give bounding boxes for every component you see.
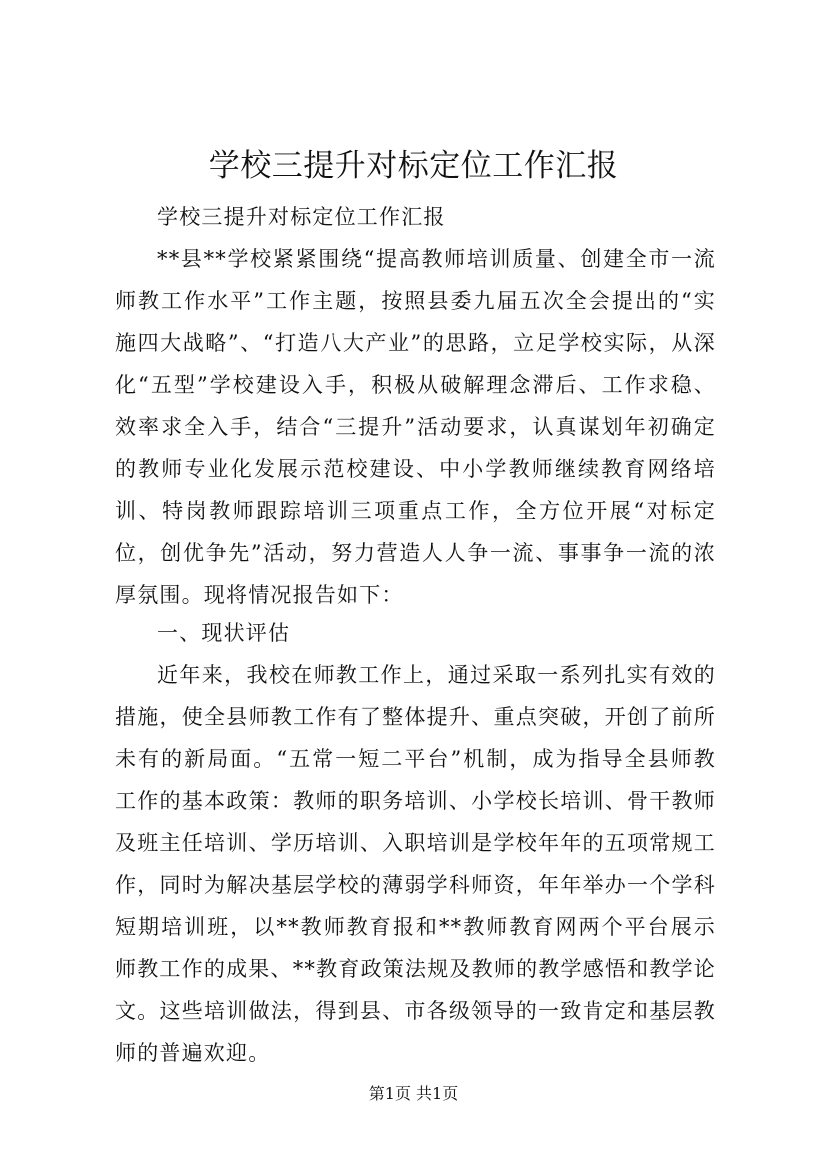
document-subtitle: 学校三提升对标定位工作汇报: [157, 205, 446, 229]
section-heading-status: 一、现状评估: [157, 621, 291, 645]
paragraph-intro: **县**学校紧紧围绕“提高教师培训质量、创建全市一流师教工作水平”工作主题，按照县委九届五次全会提出的“实施四大战略”、“打造八大产业”的思路，立足学校实际，从深化“五型”学校建设入手，积极从破解理念滞后、工作求稳、效率求全入手，结合“三提升”活动要求，认真谋划年初确定的教师专业化发展示范校建设、中小学教师继续教育网络培训、特岗教师跟踪培训三项重点工作，全方位开展“对标定位，创优争先”活动，努力营造人人争一流、事事争一流的浓厚氛围。现将情况报告如下：: [115, 247, 716, 607]
paragraph-status: 近年来，我校在师教工作上，通过采取一系列扎实有效的措施，使全县师教工作有了整体提升、重点突破，开创了前所未有的新局面。“五常一短二平台”机制，成为指导全县师教工作的基本政策：教师的职务培训、小学校长培训、骨干教师及班主任培训、学历培训、入职培训是学校年年的五项常规工作，同时为解决基层学校的薄弱学科师资，年年举办一个学科短期培训班，以**教师教育报和**教师教育网两个平台展示师教工作的成果、**教育政策法规及教师的教学感悟和教学论文。这些培训做法，得到县、市各级领导的一致肯定和基层教师的普遍欢迎。: [115, 663, 716, 1065]
document-title: 学校三提升对标定位工作汇报: [208, 148, 619, 184]
page-indicator: 第1页 共1页: [368, 1084, 459, 1103]
